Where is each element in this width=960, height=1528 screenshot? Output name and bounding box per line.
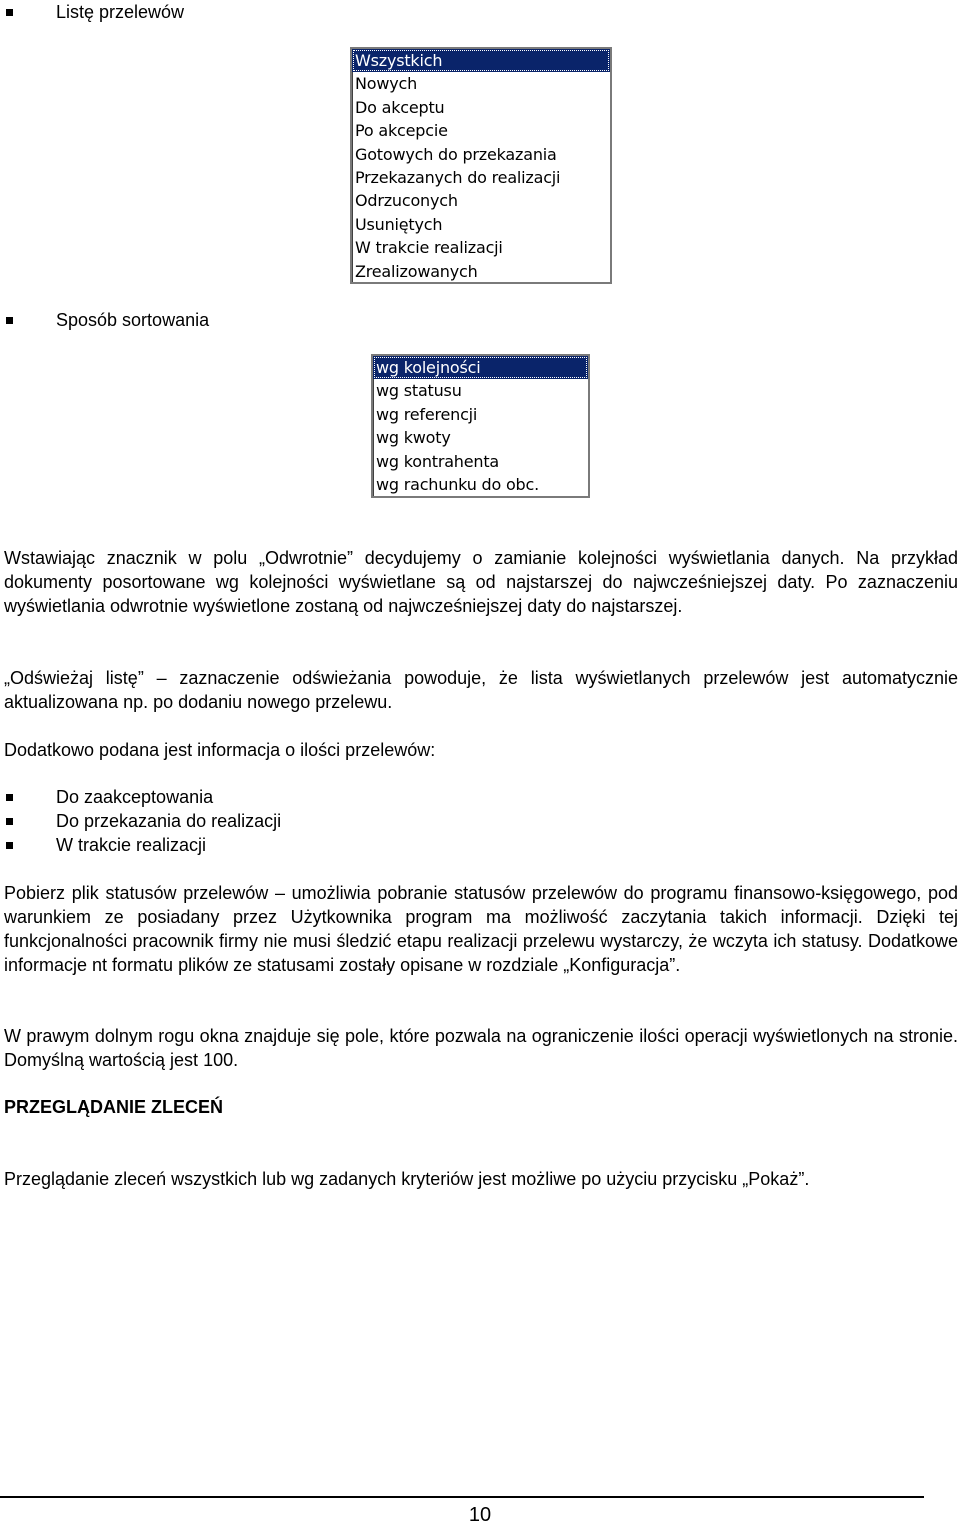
bullet-label: Sposób sortowania (56, 310, 210, 330)
bullet-label: Listę przelewów (56, 2, 185, 22)
sort-option[interactable]: wg statusu (376, 381, 462, 401)
status-option[interactable]: Odrzuconych (355, 191, 458, 211)
paragraph-text: Wstawiając znacznik w polu „Odwrotnie” decydujemy o zamianie kolejności wyświetlania danych. Na przykład dokumenty posortowane wg kolejności wyświetlane są od najstarszej do najwcześniejszej daty. Po zaznaczeniu wyświetlania odwrotnie wyświetlone zostaną od najwcześniejszej daty do najstarszej. (4, 548, 958, 616)
page-number: 10 (468, 1504, 492, 1526)
bullet-marker (6, 9, 13, 16)
sort-option[interactable]: wg kwoty (376, 428, 451, 448)
paragraph-counts-intro (4, 738, 958, 762)
bullet-item-transfer-list (6, 0, 184, 24)
sort-option[interactable]: wg kolejności (373, 356, 588, 379)
paragraph-text: W prawym dolnym rogu okna znajduje się pole, które pozwala na ograniczenie ilości operacji wyświetlonych na stronie. Domyślną wartością jest 100. (4, 1026, 958, 1070)
paragraph-orders-intro (4, 1167, 958, 1191)
sort-option[interactable]: wg referencji (376, 404, 478, 424)
bullet-item-count (6, 833, 206, 857)
sort-option[interactable]: wg kontrahenta (376, 451, 500, 471)
bullet-marker (6, 818, 13, 825)
paragraph-text: „Odświeżaj listę” – zaznaczenie odświeżania powoduje, że lista wyświetlanych przelewów jest automatycznie aktualizowana np. po dodaniu nowego przelewu. (4, 668, 958, 712)
status-option[interactable]: Nowych (355, 74, 418, 94)
paragraph-text: Pobierz plik statusów przelewów – umożliwia pobranie statusów przelewów do programu finansowo-księgowego, pod warunkiem ze posiadany przez Użytkownika program ma możliwość zaczytania takich informacji. Dzięki tej funkcjonalności pracownik firmy nie musi śledzić etapu realizacji przelewu wystarczy, że wczyta ich statusy. Dodatkowe informacje nt formatu plików ze statusami zostały opisane w rozdziale „Konfiguracja”. (4, 883, 958, 975)
paragraph-status-file (4, 881, 958, 977)
sort-order-listbox[interactable] (371, 354, 590, 498)
bullet-item-sort-method (6, 308, 209, 332)
bullet-marker (6, 794, 13, 801)
paragraph-reverse-order (4, 546, 958, 618)
status-option[interactable]: Gotowych do przekazania (355, 144, 557, 164)
status-option[interactable]: Przekazanych do realizacji (355, 167, 561, 187)
bullet-label: Do zaakceptowania (56, 787, 214, 807)
bullet-label: W trakcie realizacji (56, 835, 207, 855)
paragraph-text: Przeglądanie zleceń wszystkich lub wg zadanych kryteriów jest możliwe po użyciu przycisku „Pokaż”. (4, 1169, 810, 1189)
footer-divider (0, 1496, 924, 1498)
paragraph-refresh-list (4, 666, 958, 714)
section-heading: PRZEGLĄDANIE ZLECEŃ (4, 1097, 224, 1117)
status-option[interactable]: Zrealizowanych (355, 261, 478, 281)
paragraph-text: Dodatkowo podana jest informacja o ilości przelewów: (4, 740, 436, 760)
bullet-label: Do przekazania do realizacji (56, 811, 282, 831)
status-filter-listbox[interactable] (350, 47, 612, 284)
status-option[interactable]: W trakcie realizacji (355, 238, 503, 258)
status-option[interactable]: Do akceptu (355, 97, 445, 117)
sort-option[interactable]: wg rachunku do obc. (376, 474, 539, 494)
status-option[interactable]: Po akcepcie (355, 121, 448, 141)
paragraph-page-limit (4, 1024, 958, 1072)
bullet-item-count (6, 785, 213, 809)
bullet-item-count (6, 809, 281, 833)
bullet-marker (6, 842, 13, 849)
status-option[interactable]: Usuniętych (355, 214, 443, 234)
bullet-marker (6, 317, 13, 324)
status-option[interactable]: Wszystkich (352, 49, 610, 72)
